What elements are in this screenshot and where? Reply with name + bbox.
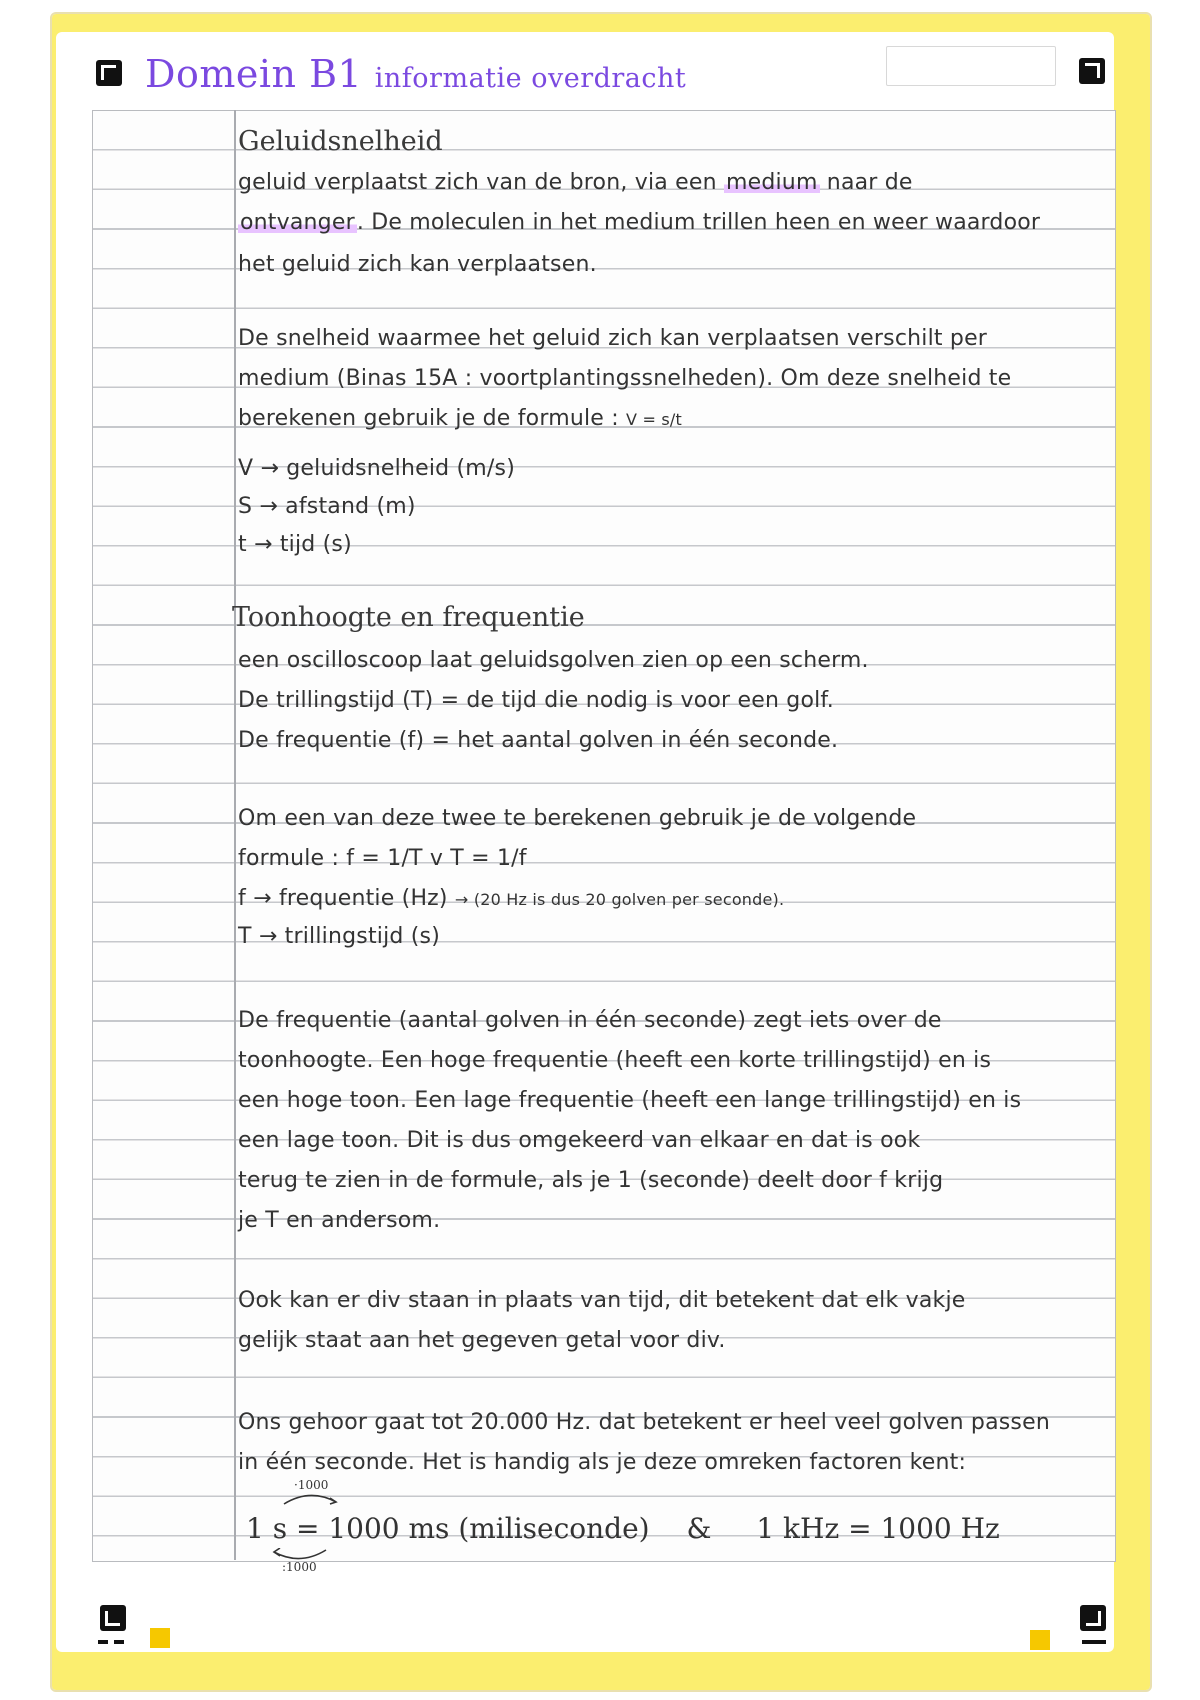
conversion-seconds: 1 s = 1000 ms (miliseconde) [246,1512,650,1545]
text-line: een hoge toon. Een lage frequentie (heeft een lange trillingstijd) en is [238,1088,1022,1113]
dash-mark [98,1640,108,1644]
text-line: Om een van deze twee te berekenen gebruik je de volgende [238,806,917,831]
page-title [145,52,686,96]
text-line: S → afstand (m) [238,494,416,519]
corner-bracket-bottom-right-icon [1080,1605,1106,1631]
text-line [238,170,913,195]
corner-bracket-top-right-icon [1079,58,1105,84]
text-line: een lage toon. Dit is dus omgekeerd van elkaar en dat is ook [238,1128,921,1153]
text-span: geluid verplaatst zich van de [238,170,563,195]
text-line [238,210,1040,235]
text-span: bron [569,170,621,195]
highlight-ontvanger: ontvanger [240,210,355,235]
text-line: in één seconde. Het is handig als je deze omreken factoren kent: [238,1450,967,1475]
conversion-top-label: ·1000 [294,1478,329,1492]
text-line: formule : f = 1/T v T = 1/f [238,846,527,871]
text-span: . De moleculen in het medium trillen heen en weer waardoor [356,210,1041,235]
heading-toonhoogte: Toonhoogte en frequentie [232,602,585,633]
margin-line [234,110,236,1560]
title-sub: informatie overdracht [374,63,687,94]
dash-mark [114,1640,124,1644]
text-line: V → geluidsnelheid (m/s) [238,456,515,481]
arrow-arc-icon [280,1490,340,1506]
highlight-medium: medium [725,170,818,195]
text-line: De trillingstijd (T) = de tijd die nodig is voor een golf. [238,688,834,713]
text-line: t → tijd (s) [238,532,352,557]
heading-geluidsnelheid: Geluidsnelheid [238,126,443,157]
corner-bracket-bottom-left-icon [100,1605,126,1631]
text-line: terug te zien in de formule, als je 1 (seconde) deelt door f krijg [238,1168,944,1193]
title-box [886,46,1056,86]
text-span: naar de [826,170,913,195]
yellow-square-icon [1030,1630,1050,1650]
conversion-line [246,1512,1000,1545]
corner-bracket-top-left-icon [96,60,122,86]
yellow-square-icon [150,1628,170,1648]
text-line: gelijk staat aan het gegeven getal voor div. [238,1328,726,1353]
ampersand: & [686,1512,712,1545]
text-line: het geluid zich kan verplaatsen. [238,252,597,277]
text-line: T → trillingstijd (s) [238,924,440,949]
text-line: medium (Binas 15A : voortplantingssnelheden). Om deze snelheid te [238,366,1012,391]
text-line: toonhoogte. Een hoge frequentie (heeft een korte trillingstijd) en is [238,1048,992,1073]
text-line: Ons gehoor gaat tot 20.000 Hz. dat betekent er heel veel golven passen [238,1410,1050,1435]
text-line: je T en andersom. [238,1208,441,1233]
text-line: een oscilloscoop laat geluidsgolven zien op een scherm. [238,648,869,673]
text-span: → (20 Hz is dus 20 golven per seconde). [454,890,785,909]
text-line: De frequentie (aantal golven in één seconde) zegt iets over de [238,1008,942,1033]
text-line [238,406,682,431]
text-line [238,886,784,911]
title-main: Domein B1 [145,52,363,96]
text-span: f → frequentie (Hz) [238,886,448,911]
formula-speed: V = s/t [626,410,682,429]
text-span: berekenen gebruik je de formule : [238,406,619,431]
text-span: , via een [620,170,717,195]
dash-mark [1082,1640,1106,1644]
conversion-hertz: 1 kHz = 1000 Hz [756,1512,1000,1545]
text-line: Ook kan er div staan in plaats van tijd, dit betekent dat elk vakje [238,1288,966,1313]
text-line: De snelheid waarmee het geluid zich kan verplaatsen verschilt per [238,326,988,351]
text-line: De frequentie (f) = het aantal golven in één seconde. [238,728,839,753]
conversion-bottom-label: :1000 [282,1560,317,1574]
